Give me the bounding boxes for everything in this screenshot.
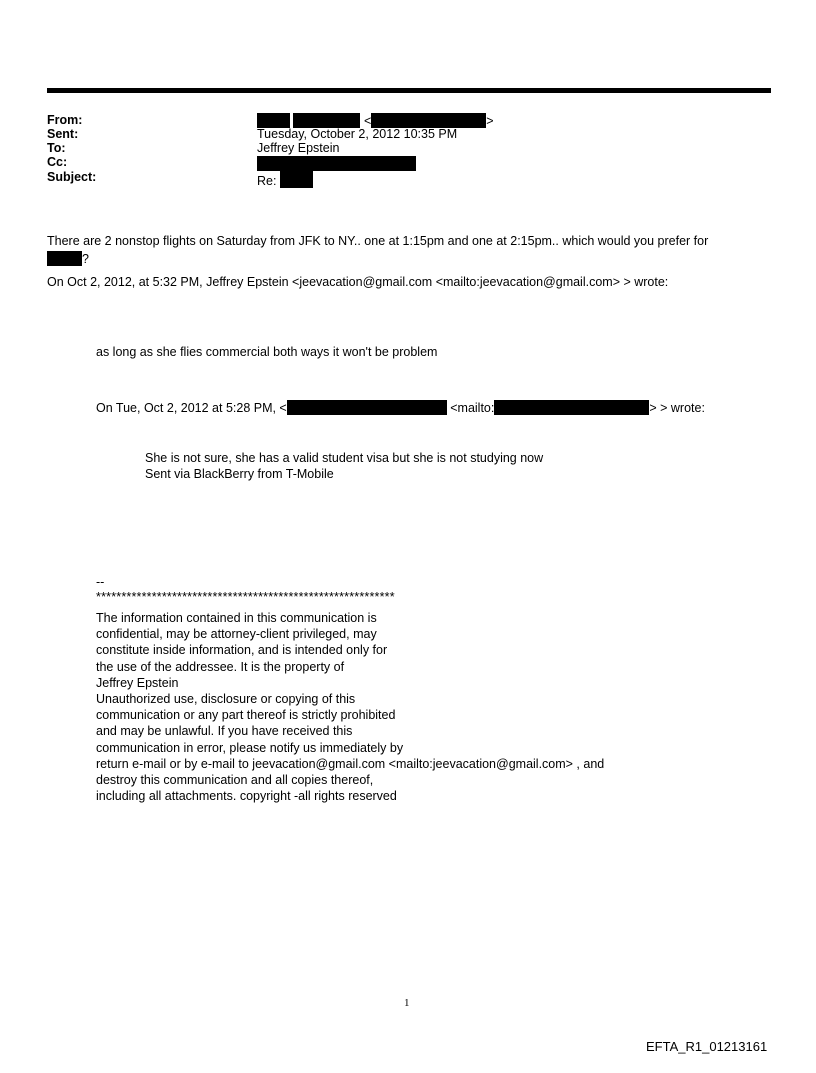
redaction (287, 400, 447, 415)
disclaimer-line: return e-mail or by e-mail to jeevacation@gmail.com <mailto:jeevacation@gmail.com> , and (96, 756, 605, 771)
disclaimer-line: the use of the addressee. It is the property of (96, 659, 345, 674)
sent-value: Tuesday, October 2, 2012 10:35 PM (257, 127, 458, 141)
text: <mailto: (450, 401, 495, 415)
quote1-text: as long as she flies commercial both ways it won't be problem (96, 345, 438, 359)
redaction (47, 251, 82, 266)
subject-label: Subject: (47, 170, 97, 184)
quote1-header: On Oct 2, 2012, at 5:32 PM, Jeffrey Epstein <jeevacation@gmail.com <mailto:jeevacation@gmail.com> > wrote: (47, 275, 669, 289)
bracket: < (363, 114, 372, 128)
bates-number: EFTA_R1_01213161 (646, 1039, 768, 1054)
from-label: From: (47, 113, 83, 127)
header-rule (47, 88, 771, 93)
quote2-line: Sent via BlackBerry from T-Mobile (145, 467, 334, 481)
bracket: > (486, 114, 494, 128)
cc-value (257, 156, 416, 171)
subject-value (257, 170, 313, 188)
to-value: Jeffrey Epstein (257, 141, 340, 155)
text: On Tue, Oct 2, 2012 at 5:28 PM, < (96, 401, 287, 415)
redaction (293, 113, 360, 128)
cc-label: Cc: (47, 155, 68, 169)
disclaimer-line: Unauthorized use, disclosure or copying of this (96, 692, 356, 707)
disclaimer-line: Jeffrey Epstein (96, 675, 179, 690)
sent-label: Sent: (47, 127, 79, 141)
disclaimer-line: destroy this communication and all copies thereof, (96, 773, 374, 788)
quote2-line: She is not sure, she has a valid student visa but she is not studying now (145, 451, 544, 465)
text: > > wrote: (649, 401, 705, 415)
disclaimer-line: and may be unlawful. If you have received this (96, 724, 353, 739)
disclaimer-line: communication in error, please notify us immediately by (96, 740, 404, 755)
disclaimer-line: confidential, may be attorney-client privileged, may (96, 627, 377, 642)
from-value (257, 113, 494, 128)
redaction (494, 400, 649, 415)
disclaimer-line: constitute inside information, and is intended only for (96, 643, 388, 658)
redaction (371, 113, 486, 128)
quote2-header (96, 400, 705, 415)
page-number: 1 (404, 997, 410, 1009)
subject-prefix: Re: (257, 174, 277, 188)
body-line: There are 2 nonstop flights on Saturday from JFK to NY.. one at 1:15pm and one at 2:15pm.. which would you prefer for (47, 234, 709, 248)
to-label: To: (47, 141, 66, 155)
signature-stars: *********************************************************** (96, 590, 395, 604)
disclaimer-line: communication or any part thereof is strictly prohibited (96, 708, 396, 723)
signature-dash: -- (96, 575, 105, 589)
disclaimer (96, 610, 604, 804)
redaction (280, 170, 313, 188)
question-mark: ? (82, 252, 89, 266)
body-line (47, 251, 89, 266)
redaction (257, 156, 416, 171)
disclaimer-line: The information contained in this communication is (96, 611, 377, 625)
redaction (257, 113, 290, 128)
disclaimer-line: including all attachments. copyright -all rights reserved (96, 789, 397, 804)
